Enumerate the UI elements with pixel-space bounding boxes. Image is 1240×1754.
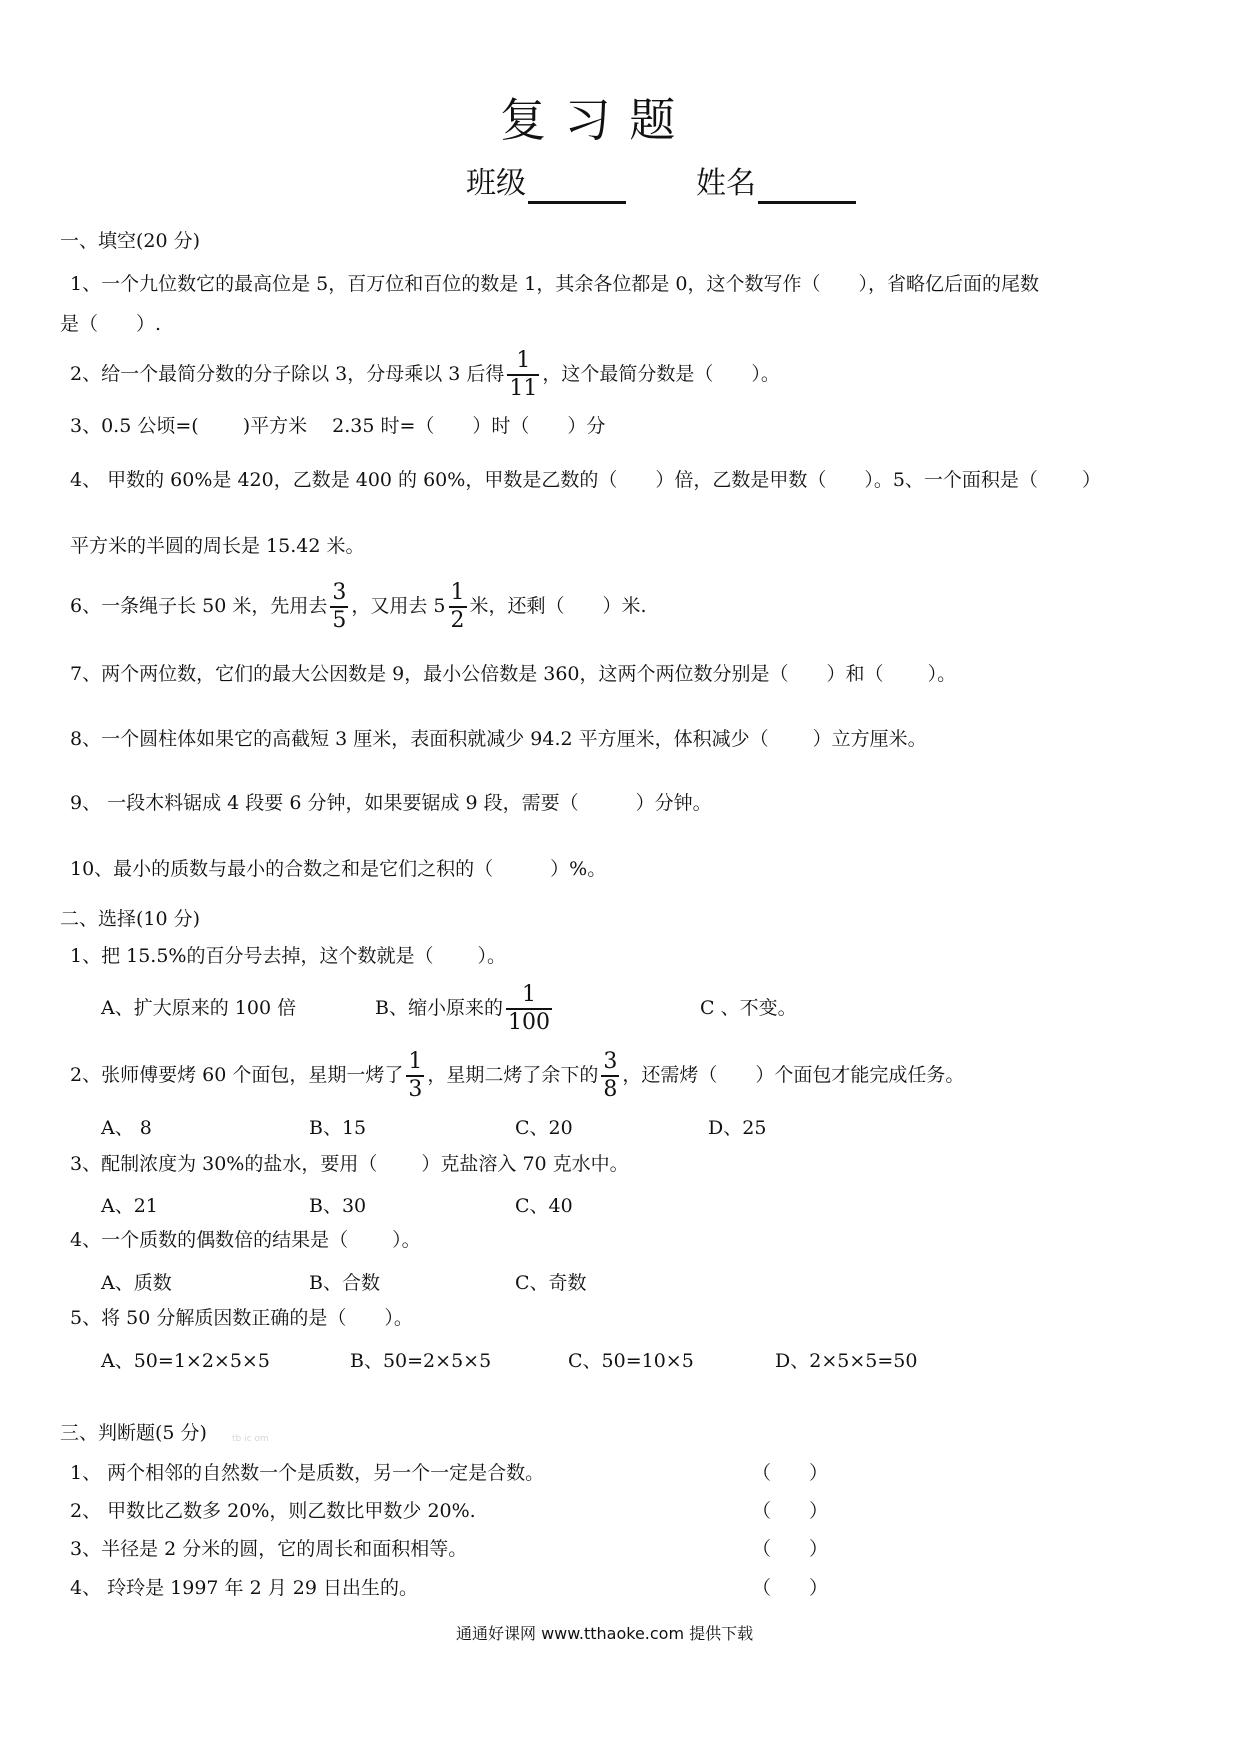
s1-question-4-line1: 4、 甲数的 60%是 420，乙数是 400 的 60%，甲数是乙数的（ ）倍，乙数是甲数（ ）。5、一个面积是（ ）: [70, 469, 1101, 491]
s2-q2-option-b[interactable]: B、15: [309, 1117, 367, 1139]
fraction-3-5: [330, 580, 348, 634]
s1-question-1-line1: 1、一个九位数它的最高位是 5，百万位和百位的数是 1，其余各位都是 0，这个数写作（ ），省略亿后面的尾数: [70, 273, 1039, 295]
s2-q1-option-c[interactable]: C 、不变。: [700, 997, 797, 1019]
s2-q3-option-c[interactable]: C、40: [515, 1195, 573, 1217]
fraction-numerator: 1: [516, 348, 531, 373]
s2-question-5: 5、将 50 分解质因数正确的是（ ）。: [70, 1307, 413, 1329]
s2-q1-option-a[interactable]: A、扩大原来的 100 倍: [101, 997, 297, 1019]
s1-question-8: 8、一个圆柱体如果它的高截短 3 厘米，表面积就减少 94.2 平方厘米，体积减少（ ）立方厘米。: [70, 728, 927, 750]
s2-q2-text-mid: ，星期二烤了余下的: [427, 1064, 599, 1086]
s1-question-6: [70, 574, 647, 638]
s2-q3-option-a[interactable]: A、21: [101, 1195, 158, 1217]
s1-question-7: 7、两个两位数，它们的最大公因数是 9，最小公倍数是 360，这两个两位数分别是（ ）和（ ）。: [70, 663, 957, 685]
fraction-denominator: 3: [408, 1077, 423, 1102]
s1-q6-text-mid: ，又用去 5: [351, 595, 446, 617]
name-field[interactable]: [696, 164, 856, 204]
judgement-bracket-2[interactable]: （ ）: [752, 1500, 829, 1522]
section2-heading: 二、选择(10 分): [60, 908, 201, 930]
s2-q2-option-d[interactable]: D、25: [708, 1117, 767, 1139]
fraction-denominator: 11: [509, 376, 538, 401]
watermark: tb ic om: [232, 1434, 269, 1444]
class-field[interactable]: [466, 164, 626, 204]
fraction-1-3: [406, 1049, 424, 1103]
judgement-item-1: 1、 两个相邻的自然数一个是质数，另一个一定是合数。: [70, 1462, 545, 1484]
s2-q4-option-a[interactable]: A、质数: [101, 1272, 172, 1294]
s2-q1-b-text: B、缩小原来的: [375, 997, 503, 1019]
s2-question-4: 4、一个质数的偶数倍的结果是（ ）。: [70, 1229, 421, 1251]
s2-q4-option-b[interactable]: B、合数: [309, 1272, 380, 1294]
s2-q2-option-c[interactable]: C、20: [515, 1117, 573, 1139]
s2-question-1: 1、把 15.5%的百分号去掉，这个数就是（ ）。: [70, 945, 507, 967]
fraction-1-11: [507, 348, 539, 402]
s2-q5-option-b[interactable]: B、50=2×5×5: [350, 1350, 492, 1372]
s2-q1-option-b[interactable]: [375, 978, 555, 1038]
page-title: 复 习 题: [500, 93, 678, 147]
fraction-numerator: 1: [408, 1049, 423, 1074]
s1-question-2: [70, 344, 780, 404]
judgement-item-2: 2、 甲数比乙数多 20%，则乙数比甲数少 20%.: [70, 1500, 476, 1522]
footer-text: 通通好课网 www.tthaoke.com 提供下载: [456, 1624, 754, 1643]
fraction-numerator: 1: [521, 982, 536, 1007]
name-label: 姓名: [696, 166, 756, 201]
name-blank[interactable]: [758, 171, 856, 204]
s1-q6-text-post: 米，还剩（ ）米.: [469, 595, 647, 617]
s2-q2-option-a[interactable]: A、 8: [101, 1117, 152, 1139]
fraction-1-100: [506, 982, 552, 1036]
class-blank[interactable]: [528, 171, 626, 204]
s1-question-3: 3、0.5 公顷=( )平方米 2.35 时=（ ）时（ ）分: [70, 415, 606, 437]
s1-question-10: 10、最小的质数与最小的合数之和是它们之积的（ ）%。: [70, 858, 607, 880]
s2-q3-option-b[interactable]: B、30: [309, 1195, 367, 1217]
s1-question-9: 9、 一段木料锯成 4 段要 6 分钟，如果要锯成 9 段，需要（ ）分钟。: [70, 792, 712, 814]
section3-heading: 三、判断题(5 分): [60, 1422, 207, 1444]
s2-q5-option-c[interactable]: C、50=10×5: [568, 1350, 694, 1372]
s2-question-2: [70, 1043, 964, 1107]
judgement-bracket-4[interactable]: （ ）: [752, 1577, 829, 1599]
fraction-numerator: 1: [450, 580, 465, 605]
s1-q6-text-pre: 6、一条绳子长 50 米，先用去: [70, 595, 328, 617]
s2-q2-text-post: ，还需烤（ ）个面包才能完成任务。: [622, 1064, 965, 1086]
fraction-denominator: 2: [450, 608, 465, 633]
s2-q5-option-a[interactable]: A、50=1×2×5×5: [101, 1350, 270, 1372]
s2-q2-text-pre: 2、张师傅要烤 60 个面包，星期一烤了: [70, 1064, 404, 1086]
s1-q2-text-pre: 2、给一个最简分数的分子除以 3，分母乘以 3 后得: [70, 363, 505, 385]
judgement-item-3: 3、半径是 2 分米的圆，它的周长和面积相等。: [70, 1538, 468, 1560]
fraction-numerator: 3: [332, 580, 347, 605]
fraction-3-8: [601, 1049, 619, 1103]
judgement-item-4: 4、 玲玲是 1997 年 2 月 29 日出生的。: [70, 1577, 418, 1599]
judgement-bracket-3[interactable]: （ ）: [752, 1538, 829, 1560]
fraction-denominator: 5: [332, 608, 347, 633]
class-label: 班级: [466, 166, 526, 201]
fraction-denominator: 100: [507, 1010, 550, 1035]
s2-q5-option-d[interactable]: D、2×5×5=50: [775, 1350, 918, 1372]
judgement-bracket-1[interactable]: （ ）: [752, 1462, 829, 1484]
section1-heading: 一、填空(20 分): [60, 230, 201, 252]
fraction-1-2: [449, 580, 467, 634]
fraction-numerator: 3: [603, 1049, 618, 1074]
s1-question-1-line2: 是（ ）.: [60, 313, 162, 335]
s2-question-3: 3、配制浓度为 30%的盐水，要用（ ）克盐溶入 70 克水中。: [70, 1153, 629, 1175]
s1-question-4-line2: 平方米的半圆的周长是 15.42 米。: [70, 535, 365, 557]
fraction-denominator: 8: [603, 1077, 618, 1102]
s2-q4-option-c[interactable]: C、奇数: [515, 1272, 587, 1294]
s1-q2-text-post: ，这个最简分数是（ ）。: [542, 363, 780, 385]
